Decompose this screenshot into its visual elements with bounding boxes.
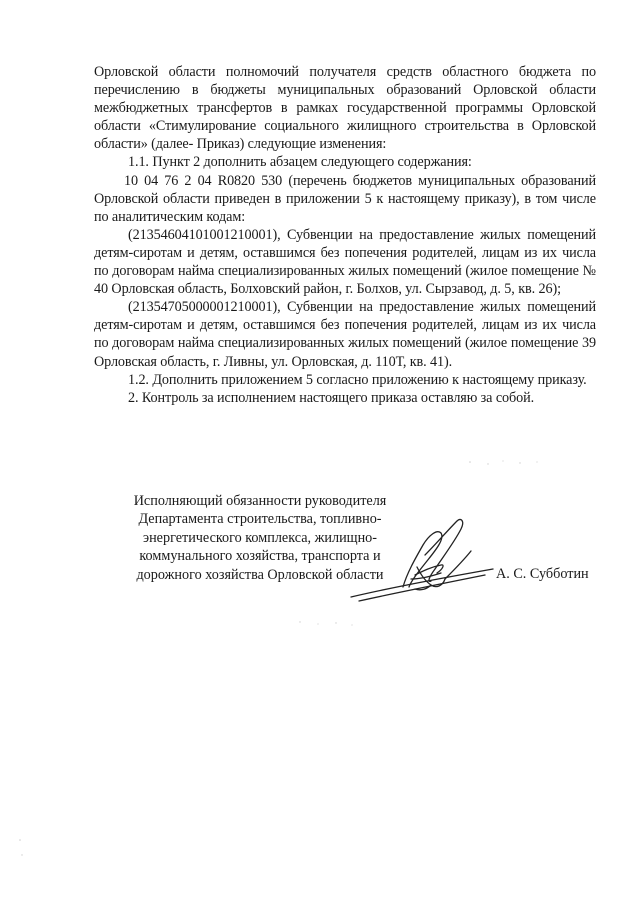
signatory-title-line: дорожного хозяйства Орловской области xyxy=(136,566,384,583)
signatory-title-line: коммунального хозяйства, транспорта и xyxy=(139,548,381,565)
paragraph-point-2: 2. Контроль за исполнением настоящего приказа оставляю за собой. xyxy=(128,389,535,406)
paragraph-subvention-1: (21354604101001210001), Субвенции на предоставление жилых помещений детям-сиротам и детям, оставшимся без попечения родителей, лицам из их числа по договорам найма специализированных жилых помещений (жилое помещение № 40 Орловская область, Болховский район, г. Болхов, ул. Сырзавод, д. 5, кв. 26); xyxy=(94,226,596,298)
signatory-title-line: Исполняющий обязанности руководителя xyxy=(133,493,387,509)
handwritten-signature xyxy=(345,515,495,605)
paragraph-subvention-2: (21354705000001210001), Субвенции на предоставление жилых помещений детям-сиротам и детям, оставшимся без попечения родителей, лицам из их числа по договорам найма специализированных жилых помещений (жилое помещение 39 Орловская область, г. Ливны, ул. Орловская, д. 110Т, кв. 41). xyxy=(94,299,596,370)
signatory-title-line: Департамента строительства, топливно- xyxy=(138,511,382,528)
document-body xyxy=(94,63,596,407)
signer-name: А. С. Субботин xyxy=(496,566,589,582)
signatory-title-line: энергетического комплекса, жилищно- xyxy=(143,529,377,546)
paragraph-point-1-1: 1.1. Пункт 2 дополнить абзацем следующего содержания: xyxy=(128,154,472,171)
paragraph-intro: Орловской области полномочий получателя средств областного бюджета по перечислению в бюджеты муниципальных образований Орловской области межбюджетных трансфертов в рамках государственной программы Орловской области «Стимулирование социального жилищного строительства в Орловской области» (далее- Приказ) следующие изменения: xyxy=(94,64,596,153)
paragraph-point-1-2: 1.2. Дополнить приложением 5 согласно приложению к настоящему приказу. xyxy=(128,371,587,388)
paragraph-budget-code: 10 04 76 2 04 R0820 530 (перечень бюджетов муниципальных образований Орловской области приведен в приложении 5 к настоящему приказу), в том числе по аналитическим кодам: xyxy=(94,172,596,225)
